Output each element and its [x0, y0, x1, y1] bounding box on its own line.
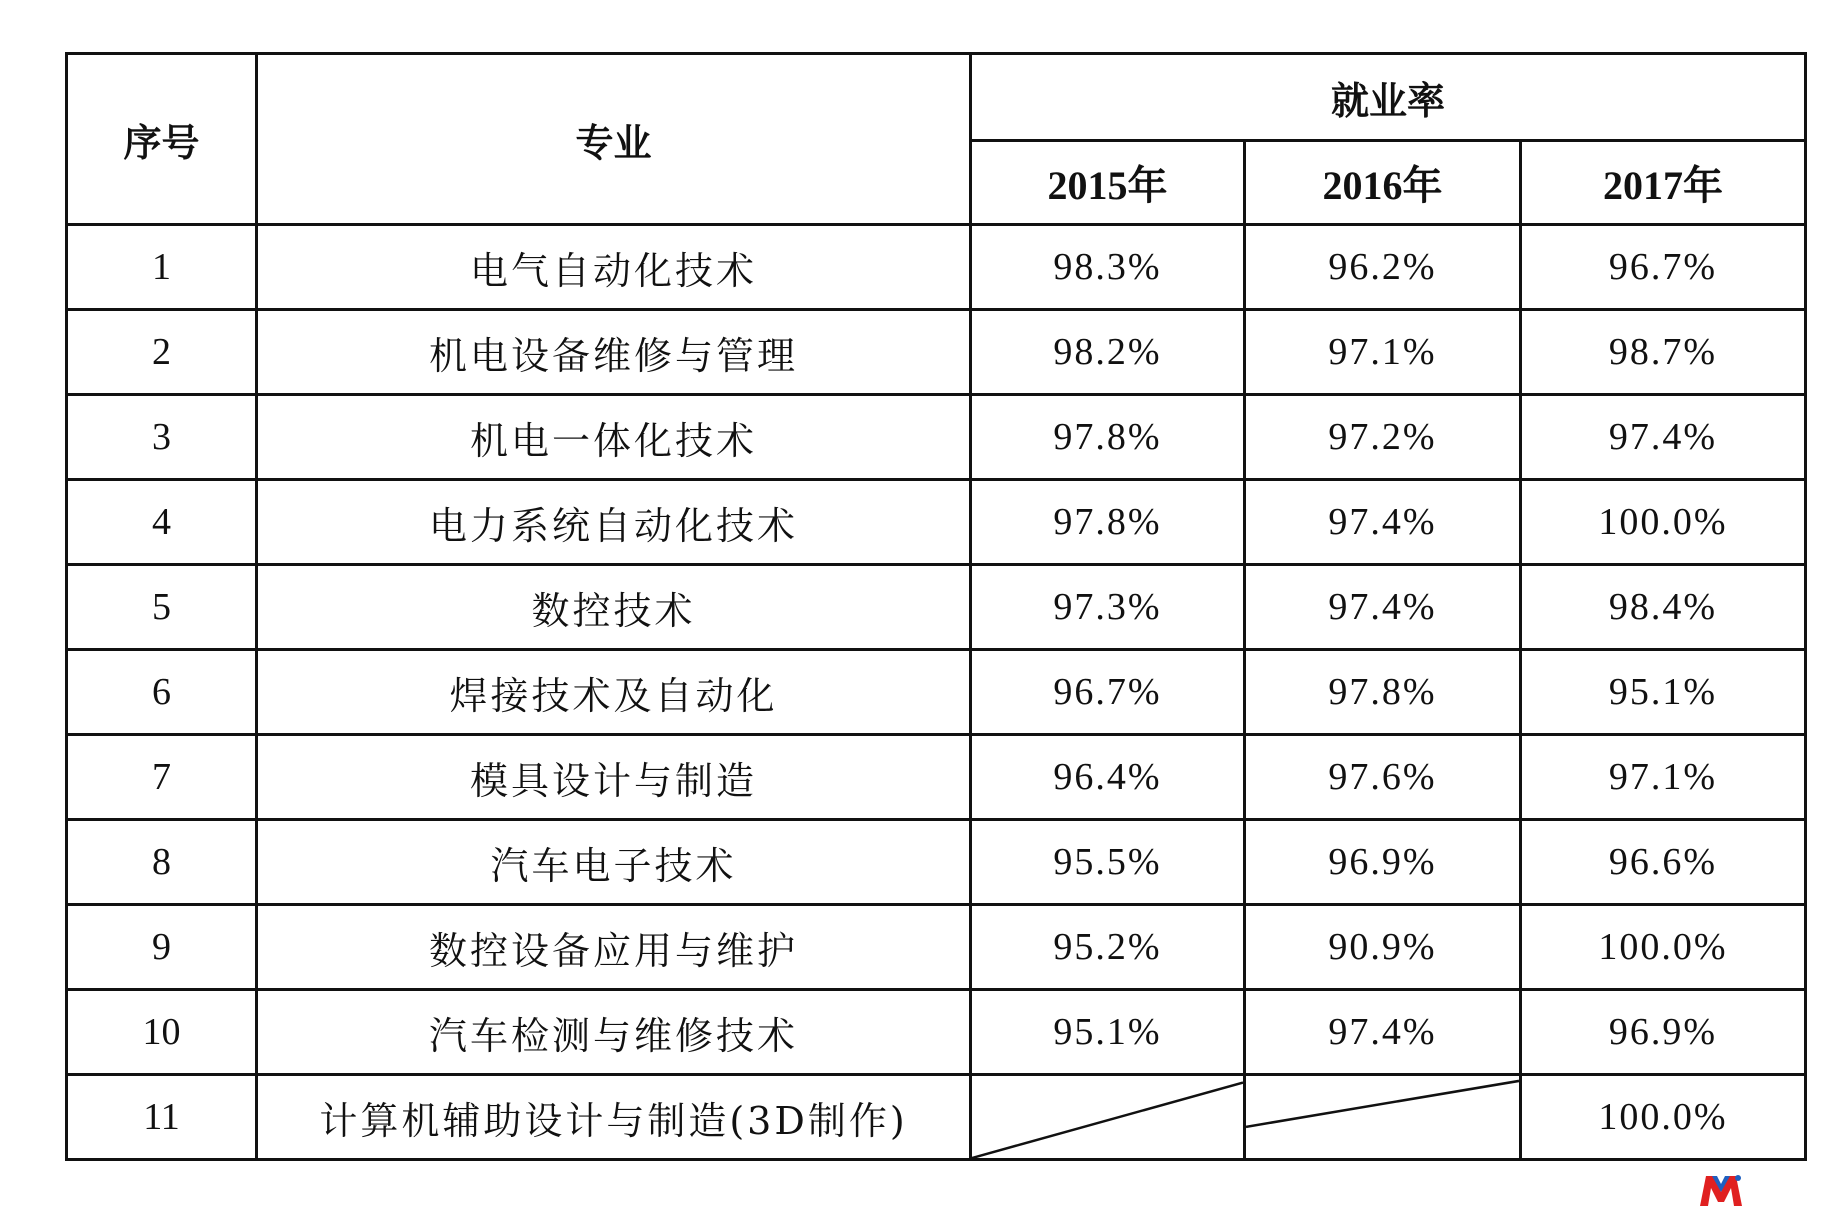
- major-cell: 计算机辅助设计与制造(3D制作): [257, 1075, 971, 1160]
- table-row: [67, 820, 1806, 905]
- table-row: [67, 1075, 1806, 1160]
- row-index: 10: [67, 990, 257, 1075]
- rate-cell: 96.7%: [971, 650, 1245, 735]
- rate-cell: 97.4%: [1245, 565, 1521, 650]
- table-row: [67, 650, 1806, 735]
- row-index: 8: [67, 820, 257, 905]
- rate-cell: 95.1%: [971, 990, 1245, 1075]
- rate-cell: 97.1%: [1521, 735, 1806, 820]
- rate-cell: 100.0%: [1521, 905, 1806, 990]
- rate-cell: 97.1%: [1245, 310, 1521, 395]
- rate-cell-not-applicable: [1245, 1075, 1521, 1160]
- major-cell: 机电设备维修与管理: [257, 310, 971, 395]
- table-row: [67, 480, 1806, 565]
- rate-cell: 95.5%: [971, 820, 1245, 905]
- rate-cell: 95.2%: [971, 905, 1245, 990]
- table-row: [67, 395, 1806, 480]
- row-index: 6: [67, 650, 257, 735]
- row-index: 11: [67, 1075, 257, 1160]
- rate-cell: 97.8%: [1245, 650, 1521, 735]
- row-index: 9: [67, 905, 257, 990]
- rate-cell: 98.4%: [1521, 565, 1806, 650]
- header-year-2017: 2017年: [1521, 141, 1806, 225]
- header-year-2015: 2015年: [971, 141, 1245, 225]
- table-row: [67, 990, 1806, 1075]
- table-row: [67, 905, 1806, 990]
- header-year-2016: 2016年: [1245, 141, 1521, 225]
- table-row: [67, 735, 1806, 820]
- major-cell: 数控设备应用与维护: [257, 905, 971, 990]
- rate-cell: 98.7%: [1521, 310, 1806, 395]
- header-index: 序号: [67, 54, 257, 225]
- row-index: 7: [67, 735, 257, 820]
- rate-cell: 100.0%: [1521, 1075, 1806, 1160]
- rate-cell: 96.4%: [971, 735, 1245, 820]
- table-header: [67, 54, 1806, 225]
- table-row: [67, 565, 1806, 650]
- row-index: 5: [67, 565, 257, 650]
- major-cell: 电气自动化技术: [257, 225, 971, 310]
- rate-cell-not-applicable: [971, 1075, 1245, 1160]
- table-body: [67, 225, 1806, 1160]
- table-row: [67, 310, 1806, 395]
- rate-cell: 100.0%: [1521, 480, 1806, 565]
- row-index: 4: [67, 480, 257, 565]
- rate-cell: 95.1%: [1521, 650, 1806, 735]
- m-logo-icon: [1698, 1172, 1744, 1208]
- rate-cell: 97.6%: [1245, 735, 1521, 820]
- rate-cell: 96.7%: [1521, 225, 1806, 310]
- rate-cell: 97.4%: [1521, 395, 1806, 480]
- rate-cell: 96.6%: [1521, 820, 1806, 905]
- major-cell: 汽车检测与维修技术: [257, 990, 971, 1075]
- major-cell: 汽车电子技术: [257, 820, 971, 905]
- row-index: 2: [67, 310, 257, 395]
- major-cell: 电力系统自动化技术: [257, 480, 971, 565]
- diagonal-slash: [1246, 1076, 1519, 1158]
- major-cell: 数控技术: [257, 565, 971, 650]
- rate-cell: 96.2%: [1245, 225, 1521, 310]
- rate-cell: 90.9%: [1245, 905, 1521, 990]
- rate-cell: 96.9%: [1245, 820, 1521, 905]
- major-cell: 机电一体化技术: [257, 395, 971, 480]
- rate-cell: 98.3%: [971, 225, 1245, 310]
- header-major: 专业: [257, 54, 971, 225]
- rate-cell: 97.2%: [1245, 395, 1521, 480]
- major-cell: 模具设计与制造: [257, 735, 971, 820]
- rate-cell: 97.4%: [1245, 480, 1521, 565]
- major-cell: 焊接技术及自动化: [257, 650, 971, 735]
- rate-cell: 98.2%: [971, 310, 1245, 395]
- table-row: [67, 225, 1806, 310]
- rate-cell: 97.4%: [1245, 990, 1521, 1075]
- row-index: 1: [67, 225, 257, 310]
- rate-cell: 96.9%: [1521, 990, 1806, 1075]
- header-employment-rate: 就业率: [971, 54, 1806, 141]
- employment-rate-table: [65, 52, 1807, 1161]
- rate-cell: 97.8%: [971, 480, 1245, 565]
- row-index: 3: [67, 395, 257, 480]
- rate-cell: 97.3%: [971, 565, 1245, 650]
- rate-cell: 97.8%: [971, 395, 1245, 480]
- diagonal-slash: [972, 1076, 1243, 1158]
